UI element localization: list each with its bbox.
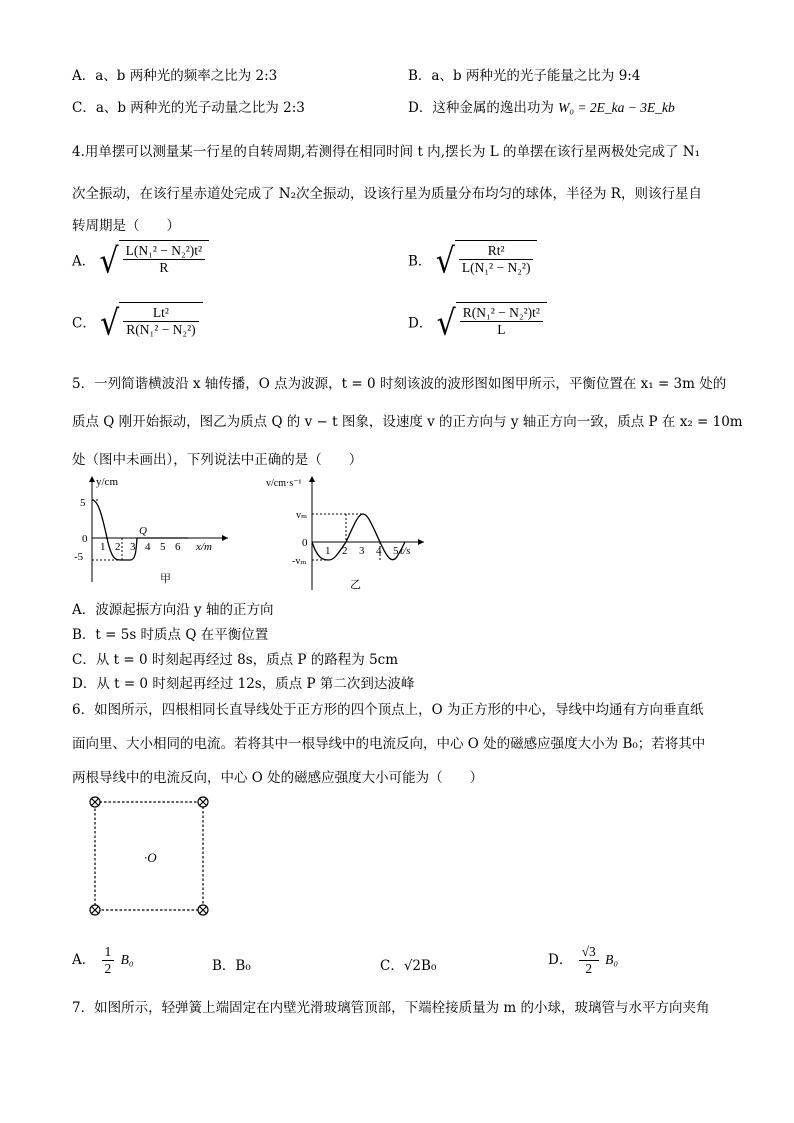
wire-icon [198,797,208,807]
fig1-xtick: 3 [130,541,136,553]
q5-figure-wave [70,470,240,590]
q4-stem-line1: 4.用单摆可以测量某一行星的自转周期,若测得在相同时间 t 内,摆长为 L 的单摆在该行星两极处完成了 N₁ [72,144,701,160]
q6-option-a [72,944,134,977]
q3-option-d-formula: W₀ = 2E_ka − 3E_kb [558,100,675,115]
fig1-ylabel: y/cm [96,476,118,488]
q4-option-c-label: C． [72,315,96,332]
sqrt-icon: √ $\frac{\text{Lt²}}{\text{R(N₁² − N₂²)}}$ [100,302,203,346]
q5-figure-vt [262,470,432,598]
q6-stem-line1: 6．如图所示，四根相同长直导线处于正方形的四个顶点上，O 为正方形的中心，导线中均通有方向垂直纸 [72,702,704,718]
fig2-ytick: -vₘ [292,556,307,567]
q4-option-c-numerator: Lt² [123,305,198,322]
q4-stem-line3: 转周期是（ ） [72,218,180,234]
q4-option-c [72,302,203,346]
wire-icon [198,905,208,915]
sqrt-icon: √ $\frac{\text{R(N₁² − N₂²)t²}}{L}$ [437,302,547,346]
q5-option-d: D．从 t = 0 时刻起再经过 12s，质点 P 第二次到达波峰 [72,676,415,692]
fig2-ytick: 0 [302,537,308,549]
q5-option-c: C．从 t = 0 时刻起再经过 8s，质点 P 的路程为 5cm [72,652,399,668]
q4-option-c-denominator: R(N₁² − N₂²) [126,322,196,337]
fig1-ytick: -5 [74,551,84,563]
fig2-xlabel: t/s [400,545,411,557]
q6-option-c: C．√2B₀ [380,958,437,974]
sqrt-icon: √ $\frac{\text{L(N₁² − N₂²)t²}}{R}$ [100,240,210,284]
q4-option-a [72,240,209,284]
fig2-xtick: 4 [376,545,382,557]
q3-option-c: C．a、b 两种光的光子动量之比为 2:3 [72,100,305,116]
q4-option-b-label: B． [408,253,432,270]
fig1-xlabel: x/m [196,541,212,553]
q6-stem-line2: 面向里、大小相同的电流。若将其中一根导线中的电流反向，中心 O 处的磁感应强度大小为 B₀；若将其中 [72,736,706,752]
q6-option-d-label: D． [548,952,573,968]
q6-option-b: B．B₀ [212,958,251,974]
fig2-xtick: 1 [325,545,331,557]
q4-option-d-denominator: L [497,322,506,337]
sqrt-icon: √ $\frac{\text{Rt²}}{\text{L(N₁² − N₂²)}}$ [436,240,538,284]
q4-option-d-label: D． [408,315,433,332]
point-q-label: Q [139,525,147,537]
fig1-ytick: 0 [82,533,88,545]
q5-stem-line3: 处（图中未画出），下列说法中正确的是（ ） [72,452,363,468]
fig1-xtick: 6 [175,541,181,553]
q5-stem-line2: 质点 Q 刚开始振动，图乙为质点 Q 的 v − t 图象，设速度 v 的正方向与 y 轴正方向一致，质点 P 在 x₂ = 10m [72,414,743,430]
fig1-xtick: 2 [115,541,121,553]
wire-icon [90,905,100,915]
q6-option-d [548,944,618,977]
q6-stem-line3: 两根导线中的电流反向，中心 O 处的磁感应强度大小可能为（ ） [72,770,484,786]
fig1-xtick: 1 [100,541,106,553]
q6-square-figure [84,792,214,920]
q4-option-b-numerator: Rt² [459,243,534,260]
q4-option-d-numerator: R(N₁² − N₂²)t² [460,305,543,322]
q5-stem-line1: 5．一列简谐横波沿 x 轴传播，O 点为波源，t = 0 时刻该波的波形图如图甲所示，平衡位置在 x₁ = 3m 处的 [72,376,727,392]
q6-option-d-denominator: 2 [585,961,593,976]
fig1-xtick: 5 [160,541,166,553]
fig2-xtick: 3 [359,545,365,557]
wire-icon [90,797,100,807]
fig1-ytick: 5 [80,497,86,509]
q4-option-b [408,240,537,284]
q4-option-b-denominator: L(N₁² − N₂²) [461,260,531,275]
x-axis-arrow-icon [222,535,228,541]
x-axis-arrow-icon [418,539,424,545]
fig2-ylabel: v/cm·s⁻¹ [266,478,302,489]
q6-option-a-numerator: 1 [102,944,115,961]
q5-option-a: A．波源起振方向沿 y 轴的正方向 [72,602,274,618]
q6-option-a-denominator: 2 [104,961,112,976]
q6-option-d-tail: B₀ [605,952,619,967]
y-axis-arrow-icon [309,476,315,482]
fig1-caption: 甲 [160,573,171,585]
q3-option-b: B．a、b 两种光的光子能量之比为 9:4 [408,68,641,84]
q3-option-a: A．a、b 两种光的频率之比为 2:3 [72,68,278,84]
q6-option-d-numerator: √3 [579,944,599,961]
fig2-xtick: 2 [342,545,348,557]
q4-option-a-numerator: L(N₁² − N₂²)t² [123,243,205,260]
q3-option-d [408,96,675,116]
q4-option-a-denominator: R [159,260,169,275]
q4-option-d [408,302,547,346]
q4-stem-line2: 次全振动，在该行星赤道处完成了 N₂次全振动，设该行星为质量分布均匀的球体，半径为 R，则该行星自 [72,186,702,202]
fig1-xtick: 4 [145,541,151,553]
q5-option-b: B．t = 5s 时质点 Q 在平衡位置 [72,627,269,643]
fig2-xtick: 5 [393,545,399,557]
q7-stem-line1: 7．如图所示，轻弹簧上端固定在内壁光滑玻璃管顶部，下端栓接质量为 m 的小球，玻璃管与水平方向夹角 [72,1000,710,1016]
y-axis-arrow-icon [89,476,95,482]
q6-option-a-tail: B₀ [120,952,134,967]
fig2-ytick: vₘ [296,510,308,521]
center-o-label: ·O [144,850,157,865]
q4-option-a-label: A． [72,253,96,270]
q6-option-a-label: A． [72,952,96,968]
q3-option-d-text: D．这种金属的逸出功为 [408,100,554,116]
fig2-caption: 乙 [350,579,361,591]
